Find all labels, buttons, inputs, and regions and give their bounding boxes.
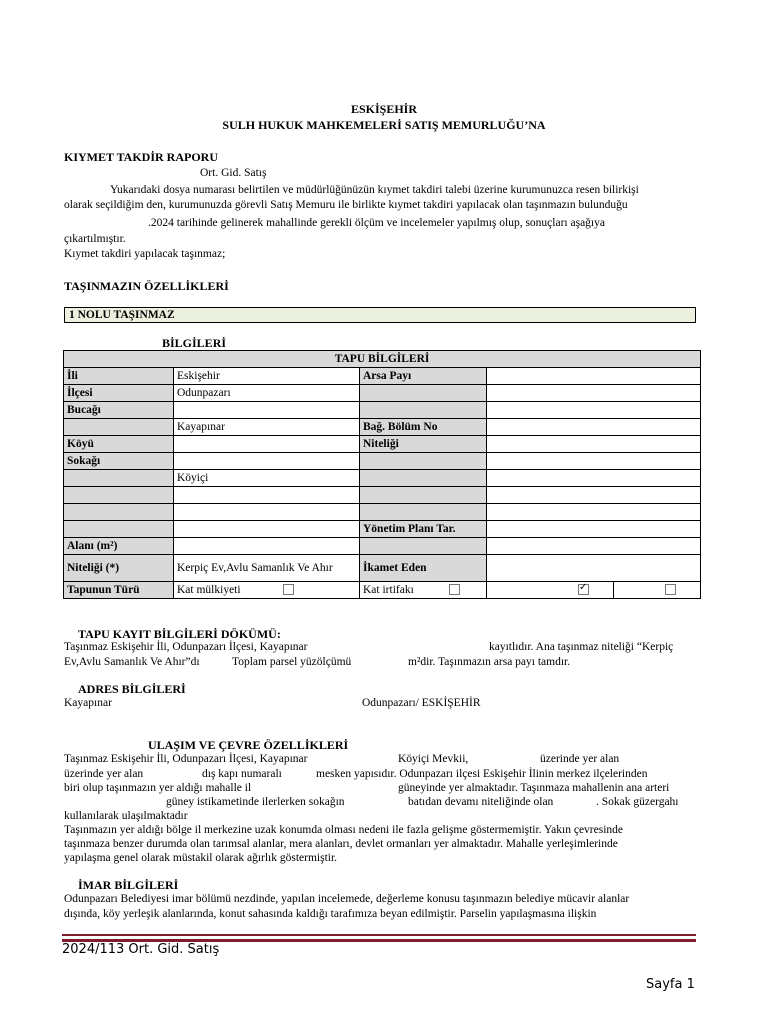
alan-label: Alanı (m²) bbox=[64, 538, 174, 555]
report-title: KIYMET TAKDİR RAPORU bbox=[64, 150, 219, 164]
ulasim-p2-line1: Taşınmazın yer aldığı bölge il merkezine uzak konumda olması nedeni ile fazla gelişme göstermemiştir. Yakın çevresinde bbox=[64, 824, 624, 836]
features-title: TAŞINMAZIN ÖZELLİKLERİ bbox=[64, 279, 229, 293]
footer-case-no: 2024/113 Ort. Gid. Satış bbox=[62, 942, 220, 957]
imar-title: İMAR BİLGİLERİ bbox=[78, 878, 179, 892]
footer-rule-top bbox=[62, 934, 696, 936]
tapu-title: TAPU BİLGİLERİ bbox=[64, 351, 701, 368]
tam-checkbox-checked[interactable] bbox=[578, 584, 589, 595]
property-bar-label: 1 NOLU TAŞINMAZ bbox=[69, 309, 175, 321]
intro-line-2: olarak seçildiğim den, kurumunuzda görevli Satış Memuru ile birlikte kıymet takdiri yapılacak olan taşınmazın bulunduğu bbox=[64, 199, 628, 211]
intro-line-3: .2024 tarihinde gelinerek mahallinde gerekli ölçüm ve incelemeler yapılmış olup, sonuçları aşağıya bbox=[148, 217, 605, 229]
kayit-title: TAPU KAYIT BİLGİLERİ DÖKÜMÜ: bbox=[78, 627, 281, 641]
sokak-value bbox=[174, 453, 360, 470]
alan-value bbox=[174, 538, 360, 555]
niteligi-label-right: Niteliği bbox=[360, 436, 487, 453]
hisseli-cell bbox=[614, 582, 701, 599]
ulasim-p2-line2: taşınmaza benzer durumda olan tarımsal alanlar, mera alanları, devlet ormanları yer almaktadır. Mahalle yerleşimlerinde bbox=[64, 838, 618, 850]
tapu-table bbox=[63, 350, 701, 599]
ikamet-label: İkamet Eden bbox=[360, 555, 487, 582]
parsel-value bbox=[174, 521, 360, 538]
kat-mulkiyeti-checkbox[interactable] bbox=[283, 584, 294, 595]
adres-title: ADRES BİLGİLERİ bbox=[78, 682, 186, 696]
parsel-label bbox=[64, 521, 174, 538]
kayit-line2b: Toplam parsel yüzölçümü bbox=[232, 656, 352, 668]
bag-label: Bağ. Bölüm No bbox=[360, 419, 487, 436]
ulasim-p2-line3: yapılaşma genel olarak müstakil olarak ağırlık göstermiştir. bbox=[64, 852, 338, 864]
kat-irtifaki-checkbox[interactable] bbox=[449, 584, 460, 595]
ilce-label: İlçesi bbox=[64, 385, 174, 402]
ada-label bbox=[64, 504, 174, 521]
empty-value-cell bbox=[487, 487, 701, 504]
header-city: ESKİŞEHİR bbox=[350, 102, 418, 116]
imar-line1: Odunpazarı Belediyesi imar bölümü nezdinde, yapılan incelemede, değerleme konusu taşınmazın belediye mücavir alanlar bbox=[64, 893, 630, 905]
empty-value-cell bbox=[487, 402, 701, 419]
bag-value bbox=[487, 419, 701, 436]
empty-value-cell bbox=[487, 453, 701, 470]
mevki-label bbox=[64, 470, 174, 487]
intro-line-4: çıkartılmıştır. bbox=[64, 233, 126, 245]
hisseli-checkbox[interactable] bbox=[665, 584, 676, 595]
koy-value bbox=[174, 436, 360, 453]
kayit-line2a: Ev,Avlu Samanlık Ve Ahır”dı bbox=[64, 656, 200, 668]
ulasim-line1a: Taşınmaz Eskişehir İli, Odunpazarı İlçesi, Kayapınar bbox=[64, 753, 308, 765]
yonetim-value bbox=[487, 521, 701, 538]
kat-irtifaki-cell bbox=[360, 582, 487, 599]
nitelik-value: Kerpiç Ev,Avlu Samanlık Ve Ahır bbox=[174, 555, 360, 582]
arsa-value bbox=[487, 368, 701, 385]
ulasim-line4b: batıdan devamı niteliğinde olan bbox=[408, 796, 554, 808]
ulasim-line4c: . Sokak güzergahı bbox=[596, 796, 679, 808]
yonetim-label: Yönetim Planı Tar. bbox=[360, 521, 487, 538]
kat-irtifaki-label: Kat irtifakı bbox=[363, 583, 414, 596]
ikamet-value bbox=[487, 555, 701, 582]
header-office: SULH HUKUK MAHKEMELERİ SATIŞ MEMURLUĞU’NA bbox=[222, 118, 546, 132]
tur-label: Tapunun Türü bbox=[64, 582, 174, 599]
arsa-label: Arsa Payı bbox=[360, 368, 487, 385]
intro-line-5: Kıymet takdiri yapılacak taşınmaz; bbox=[64, 248, 226, 260]
empty-label-cell bbox=[360, 504, 487, 521]
empty-value-cell bbox=[487, 538, 701, 555]
ulasim-line3a: biri olup taşınmazın yer aldığı mahalle il bbox=[64, 782, 252, 794]
ulasim-line4a: güney istikametinde ilerlerken sokağın bbox=[166, 796, 345, 808]
ilce-value: Odunpazarı bbox=[174, 385, 360, 402]
ulasim-line5: kullanılarak ulaşılmaktadır bbox=[64, 810, 188, 822]
kat-mulkiyeti-label: Kat mülkiyeti bbox=[177, 583, 241, 596]
adres-ilce-il: Odunpazarı/ ESKİŞEHİR bbox=[362, 697, 481, 709]
intro-line-1: Yukarıdaki dosya numarası belirtilen ve müdürlüğünüzün kıymet takdiri talebi üzerine kurumunuzca resen bilirkişi bbox=[110, 184, 639, 196]
ulasim-line1c: üzerinde yer alan bbox=[540, 753, 620, 765]
empty-label-cell bbox=[360, 470, 487, 487]
bucak-label: Bucağı bbox=[64, 402, 174, 419]
empty-value-cell bbox=[487, 470, 701, 487]
kayit-line1b: kayıtlıdır. Ana taşınmaz niteliği “Kerpiç bbox=[489, 641, 674, 653]
ulasim-line2c: mesken yapısıdır. Odunpazarı ilçesi Eskişehir İlinin merkez ilçelerinden bbox=[316, 768, 648, 780]
ulasim-line2b: dış kapı numaralı bbox=[202, 768, 282, 780]
empty-label-cell bbox=[360, 538, 487, 555]
empty-value-cell bbox=[487, 504, 701, 521]
mahalle-label bbox=[64, 419, 174, 436]
kat-mulkiyeti-cell bbox=[174, 582, 360, 599]
bucak-value bbox=[174, 402, 360, 419]
ulasim-line1b: Köyiçi Mevkii, bbox=[398, 753, 469, 765]
niteligi-value-right bbox=[487, 436, 701, 453]
mahalle-value: Kayapınar bbox=[174, 419, 360, 436]
adres-mahalle: Kayapınar bbox=[64, 697, 112, 709]
footer-page-number: Sayfa 1 bbox=[646, 977, 695, 992]
imar-line2: dışında, köy yerleşik alanlarında, konut sahasında kaldığı tarafımıza beyan edilmiştir. Parselin yapılaşmasına ilişkin bbox=[64, 908, 597, 920]
empty-label-cell bbox=[360, 453, 487, 470]
pafta-label bbox=[64, 487, 174, 504]
ulasim-line2a: üzerinde yer alan bbox=[64, 768, 144, 780]
empty-label-cell bbox=[360, 487, 487, 504]
ulasim-title: ULAŞIM VE ÇEVRE ÖZELLİKLERİ bbox=[148, 738, 349, 752]
sokak-label: Sokağı bbox=[64, 453, 174, 470]
empty-value-cell bbox=[487, 385, 701, 402]
nitelik-label: Niteliği (*) bbox=[64, 555, 174, 582]
kayit-line1a: Taşınmaz Eskişehir İli, Odunpazarı İlçesi, Kayapınar bbox=[64, 641, 308, 653]
tam-cell bbox=[487, 582, 614, 599]
il-value: Eskişehir bbox=[174, 368, 360, 385]
empty-label-cell bbox=[360, 402, 487, 419]
mevki-value: Köyiçi bbox=[174, 470, 360, 487]
il-label: İli bbox=[64, 368, 174, 385]
koy-label: Köyü bbox=[64, 436, 174, 453]
pafta-value bbox=[174, 487, 360, 504]
empty-label-cell bbox=[360, 385, 487, 402]
case-type: Ort. Gid. Satış bbox=[200, 167, 267, 179]
info-title: BİLGİLERİ bbox=[162, 336, 227, 350]
ulasim-line3b: güneyinde yer almaktadır. Taşınmaza mahallenin ana arteri bbox=[398, 782, 670, 794]
property-section-bar bbox=[64, 307, 696, 323]
kayit-line2c: m²dir. Taşınmazın arsa payı tamdır. bbox=[408, 656, 571, 668]
ada-value bbox=[174, 504, 360, 521]
